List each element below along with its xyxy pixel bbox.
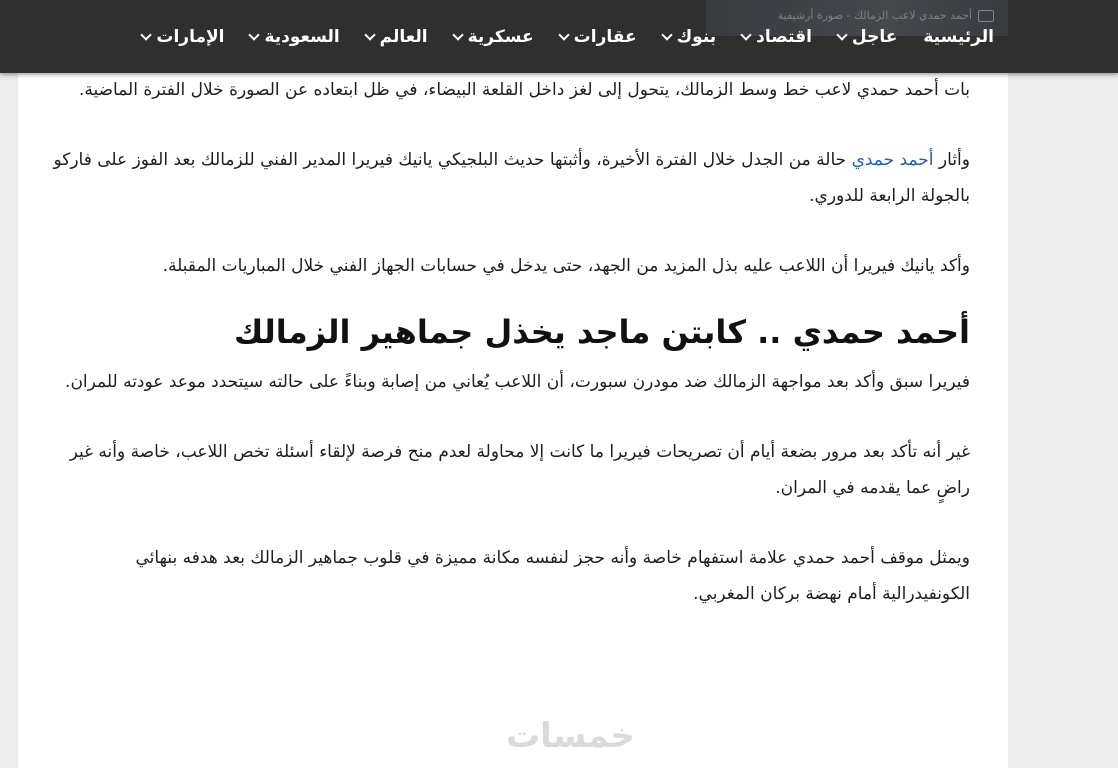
paragraph-gap [50, 108, 970, 142]
article-paragraph-3: وأكد يانيك فيريرا أن اللاعب عليه بذل المزيد من الجهد، حتى يدخل في حسابات الجهاز الفني خلال المباريات المقبلة. [162, 256, 970, 276]
nav-item-label: بنوك [676, 27, 717, 47]
nav-item-label: عسكرية [467, 27, 534, 47]
article-body [50, 72, 970, 612]
paragraph-2-text-start: وأثار [933, 150, 970, 170]
camera-icon [978, 10, 994, 22]
nav-item-label: الإمارات [156, 27, 225, 47]
paragraph-gap [50, 400, 970, 434]
nav-item-military[interactable] [454, 27, 534, 47]
chevron-down-icon [661, 29, 672, 40]
nav-item-world[interactable] [366, 27, 428, 47]
article-paragraph-1: بات أحمد حمدي لاعب خط وسط الزمالك، يتحول إلى لغز داخل القلعة البيضاء، في ظل ابتعاده عن الصورة خلال الفترة الماضية. [78, 80, 970, 100]
nav-item-real-estate[interactable] [560, 27, 637, 47]
nav-item-banks[interactable] [663, 27, 717, 47]
nav-item-label: الرئيسية [923, 27, 994, 47]
chevron-down-icon [249, 29, 260, 40]
article-paragraph-2 [50, 142, 970, 214]
chevron-down-icon [364, 29, 375, 40]
article-paragraph-4: فيريرا سبق وأكد بعد مواجهة الزمالك ضد مودرن سبورت، أن اللاعب يُعاني من إصابة وبناءً على حالته سيتحدد موعد عودته للمران. [65, 372, 970, 392]
chevron-down-icon [836, 29, 847, 40]
nav-item-urgent[interactable] [838, 27, 897, 47]
chevron-down-icon [452, 29, 463, 40]
paragraph-gap [50, 284, 970, 304]
nav-item-label: العالم [379, 27, 428, 47]
article-paragraph-5: غير أنه تأكد بعد مرور بضعة أيام أن تصريحات فيريرا ما كانت إلا محاولة لعدم منح فرصة لإلقاء أسئلة تخص اللاعب، خاصة وأنه غير راضٍ عما يقدمه في المران. [69, 442, 970, 498]
chevron-down-icon [558, 29, 569, 40]
chevron-down-icon [141, 29, 152, 40]
nav-item-saudi[interactable] [250, 27, 339, 47]
chevron-down-icon [740, 29, 751, 40]
article-subheading: أحمد حمدي .. كابتن ماجد يخذل جماهير الزمالك [233, 313, 970, 351]
watermark: خمسات [506, 716, 635, 756]
article-container [18, 0, 1008, 768]
article-paragraph-6: ويمثل موقف أحمد حمدي علامة استفهام خاصة وأنه حجز لنفسه مكانة مميزة في قلوب جماهير الزمالك بعد هدفه بنهائي الكونفيدرالية أمام نهضة بركان المغربي. [135, 548, 970, 604]
nav-item-home[interactable] [923, 27, 994, 47]
paragraph-2-text-end: حالة من الجدل خلال الفترة الأخيرة، وأثبتها حديث البلجيكي يانيك فيريرا المدير الفني للزمالك بعد الفوز على فاركو بالجولة الرابعة للدوري. [53, 150, 970, 206]
nav-item-label: عقارات [573, 27, 637, 47]
nav-item-label: عاجل [851, 27, 898, 47]
photo-caption: أحمد حمدي لاعب الزمالك - صورة أرشيفية [777, 9, 972, 22]
paragraph-gap [50, 214, 970, 248]
nav-item-label: السعودية [264, 27, 340, 47]
paragraph-gap [50, 506, 970, 540]
nav-item-label: اقتصاد [756, 27, 812, 47]
nav-menu [116, 22, 994, 52]
player-name-link[interactable]: أحمد حمدي [851, 150, 934, 170]
nav-item-emirates[interactable] [142, 27, 224, 47]
nav-item-economy[interactable] [742, 27, 812, 47]
top-navigation-bar [0, 0, 1118, 73]
